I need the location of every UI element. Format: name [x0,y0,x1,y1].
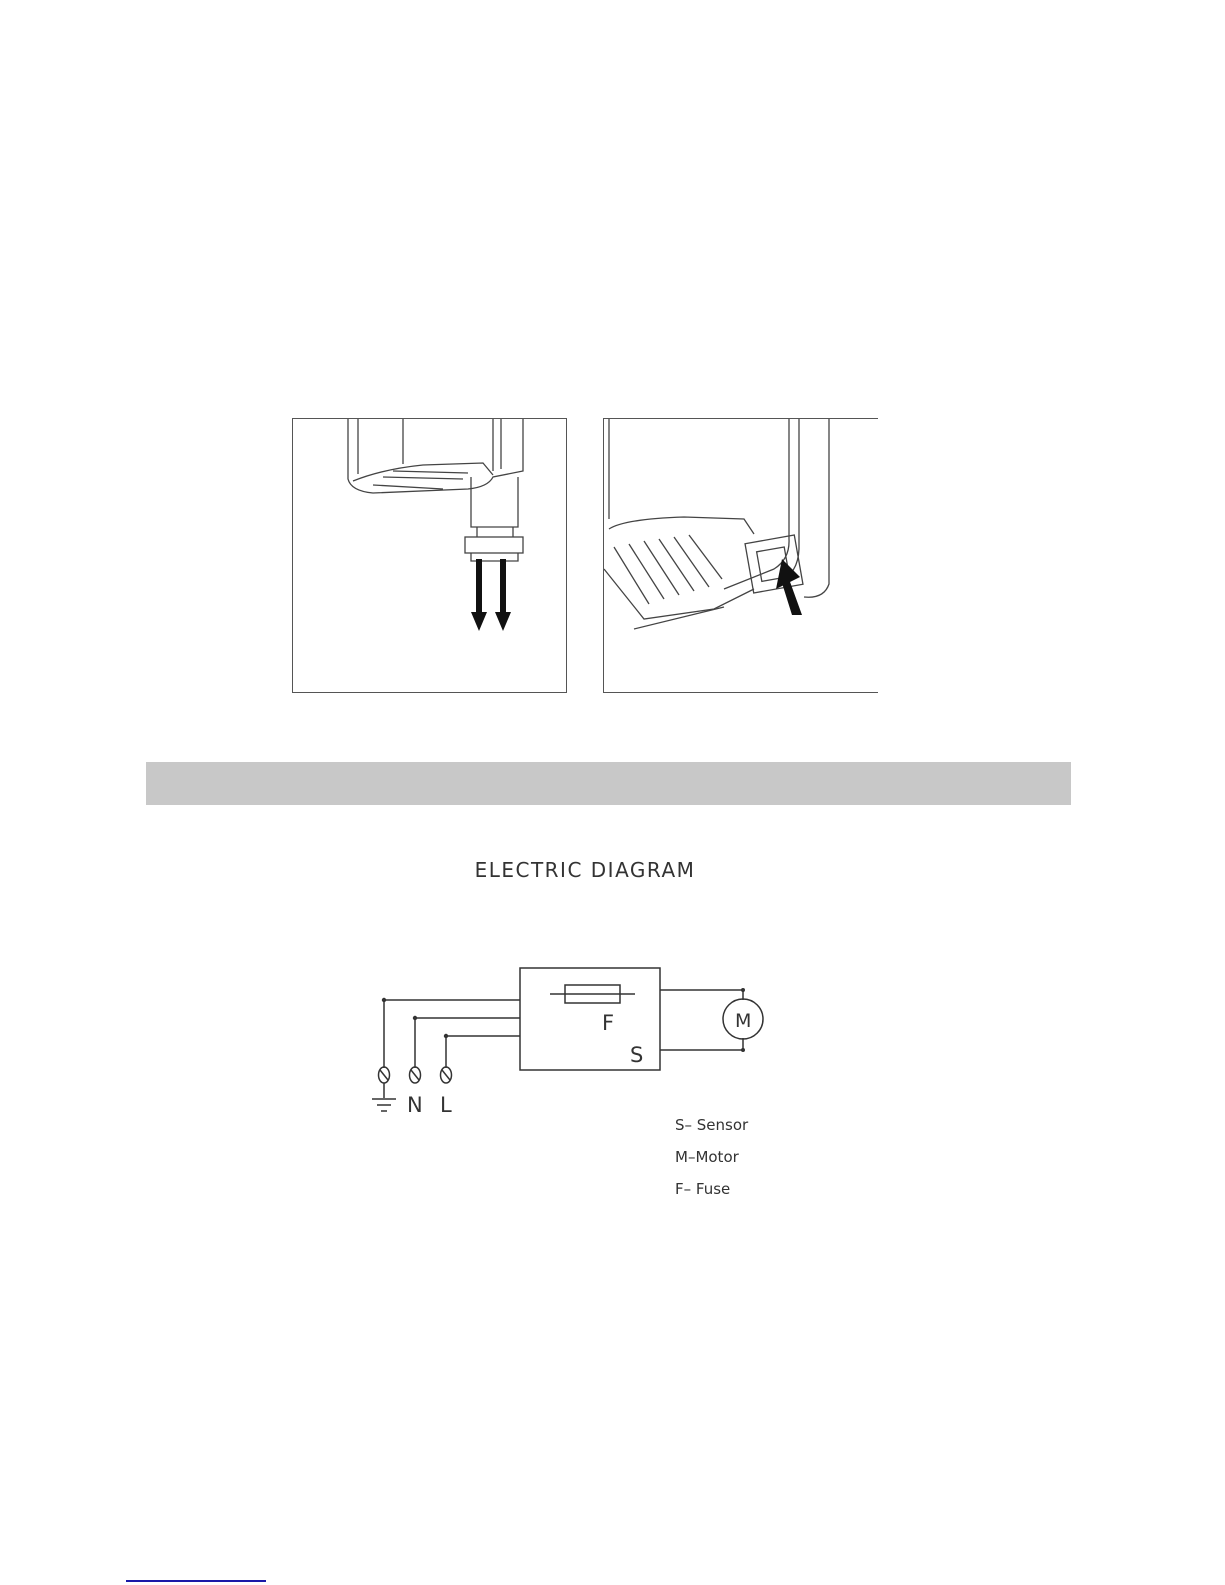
motor-label: M [735,1010,752,1032]
diagram-title: ELECTRIC DIAGRAM [474,858,696,882]
legend-item-sensor: S– Sensor [675,1116,749,1134]
diagram-legend [675,1116,748,1212]
wire-motor-bottom [660,1038,743,1050]
illustration-insert-connector [603,418,878,693]
device-plug-illustration [604,419,878,693]
legend-item-motor: M–Motor [675,1148,739,1166]
illustration-remove-connector [292,418,567,693]
wire-motor-top [660,990,743,1000]
terminal-label-l: L [440,1093,452,1117]
legend-item-fuse: F– Fuse [675,1180,731,1198]
device-unplug-illustration [293,419,567,693]
fuse-label: F [602,1011,615,1035]
terminal-label-n: N [407,1093,423,1117]
section-header-bar [146,762,1071,805]
electric-schematic [360,960,780,1120]
sensor-label: S [630,1043,644,1067]
footer-link-underline[interactable] [126,1580,266,1582]
